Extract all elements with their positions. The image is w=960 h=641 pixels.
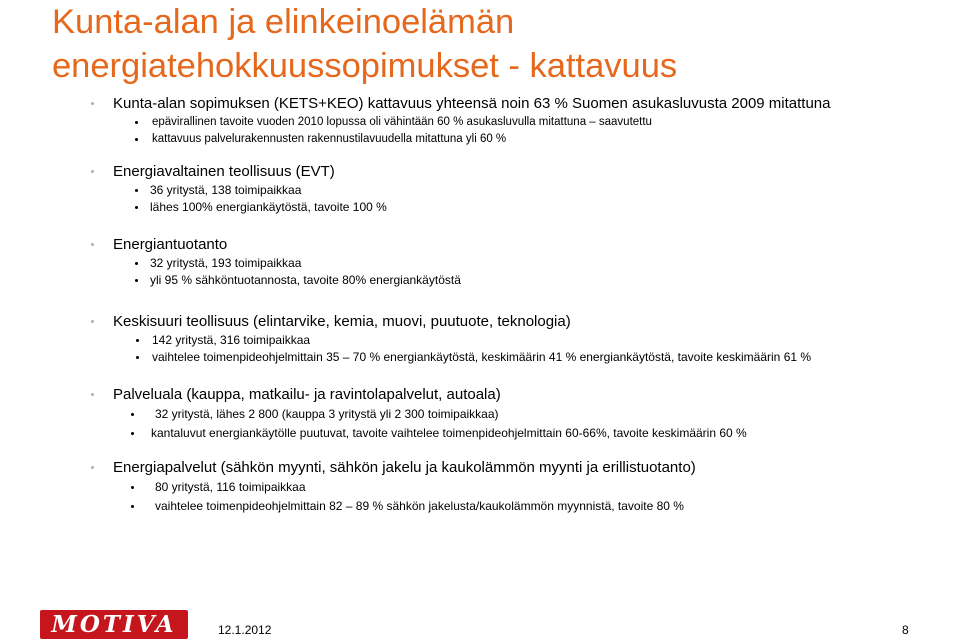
bullet-icon (131, 505, 134, 508)
list-item (0, 199, 960, 216)
bullet-icon (135, 189, 138, 192)
bullet-icon (135, 121, 138, 124)
list-item-text: lähes 100% energiankäytöstä, tavoite 100 % (150, 200, 387, 214)
section-energiantuotanto (0, 235, 960, 289)
list-item-text: kantaluvut energiankäytölle puutuvat, tavoite vaihtelee toimenpideohjelmittain 60-66%, tavoite keskimäärin 60 % (151, 426, 747, 440)
bullet-icon (91, 102, 94, 105)
section-heading-text: Palveluala (kauppa, matkailu- ja ravintolapalvelut, autoala) (113, 386, 501, 403)
section-evt (0, 162, 960, 216)
bullet-icon (135, 279, 138, 282)
list-item-text: 36 yritystä, 138 toimipaikkaa (150, 183, 302, 197)
bullet-icon (91, 393, 94, 396)
slide-title (52, 0, 932, 88)
section-heading (0, 235, 960, 255)
motiva-logo (40, 610, 188, 639)
section-palveluala (0, 385, 960, 443)
list-item-text: epävirallinen tavoite vuoden 2010 lopussa oli vähintään 60 % asukasluvulla mitattuna – saavutettu (152, 116, 652, 128)
list-item (0, 131, 960, 148)
section-heading (0, 162, 960, 182)
list-item (0, 478, 960, 497)
list-item-text: 32 yritystä, 193 toimipaikkaa (150, 256, 302, 270)
list-item-text: yli 95 % sähköntuotannosta, tavoite 80% energiankäytöstä (150, 273, 461, 287)
bullet-icon (91, 243, 94, 246)
bullet-icon (131, 486, 134, 489)
list-item (0, 182, 960, 199)
bullet-icon (135, 206, 138, 209)
section-heading-text: Energiantuotanto (113, 236, 228, 253)
list-item-text: 80 yritystä, 116 toimipaikkaa (155, 480, 306, 494)
section-heading (0, 385, 960, 405)
list-item (0, 332, 960, 349)
bullet-icon (131, 413, 134, 416)
section-heading (0, 312, 960, 332)
logo-text: MOTIVA (51, 611, 177, 638)
list-item (0, 424, 960, 443)
bullet-icon (131, 432, 134, 435)
list-item (0, 349, 960, 366)
section-energiapalvelut (0, 458, 960, 516)
list-item-text: 142 yritystä, 316 toimipaikkaa (152, 333, 311, 347)
bullet-icon (135, 262, 138, 265)
list-item (0, 497, 960, 516)
bullet-icon (91, 170, 94, 173)
list-item (0, 405, 960, 424)
section-heading-text: Kunta-alan sopimuksen (KETS+KEO) kattavuus yhteensä noin 63 % Suomen asukasluvusta 2009 mitattuna (113, 95, 831, 112)
list-item (0, 272, 960, 289)
section-heading-text: Keskisuuri teollisuus (elintarvike, kemia, muovi, puutuote, teknologia) (113, 313, 571, 330)
section-kunta-ala (0, 94, 960, 148)
section-heading-text: Energiapalvelut (sähkön myynti, sähkön jakelu ja kaukolämmön myynti ja erillistuotanto) (113, 459, 696, 476)
section-heading (0, 94, 960, 114)
page-number: 8 (902, 623, 909, 637)
bullet-icon (136, 339, 139, 342)
bullet-icon (136, 356, 139, 359)
list-item-text: 32 yritystä, lähes 2 800 (kauppa 3 yritystä yli 2 300 toimipaikkaa) (155, 407, 499, 421)
list-item (0, 114, 960, 131)
section-heading (0, 458, 960, 478)
list-item (0, 255, 960, 272)
footer-date: 12.1.2012 (218, 623, 272, 637)
slide-title-line-2: energiatehokkuussopimukset - kattavuus (52, 47, 678, 85)
bullet-icon (135, 138, 138, 141)
bullet-icon (91, 466, 94, 469)
section-keskisuuri-teollisuus (0, 312, 960, 366)
section-heading-text: Energiavaltainen teollisuus (EVT) (113, 163, 335, 180)
slide-title-line-1: Kunta-alan ja elinkeinoelämän (52, 3, 515, 41)
list-item-text: vaihtelee toimenpideohjelmittain 82 – 89 % sähkön jakelusta/kaukolämmön myynnistä, tavoite 80 % (155, 499, 684, 513)
bullet-icon (91, 320, 94, 323)
list-item-text: kattavuus palvelurakennusten rakennustilavuudella mitattuna yli 60 % (152, 133, 507, 145)
list-item-text: vaihtelee toimenpideohjelmittain 35 – 70 % energiankäytöstä, keskimäärin 41 % energiankäytöstä, tavoite keskimäärin 61 % (152, 350, 812, 364)
